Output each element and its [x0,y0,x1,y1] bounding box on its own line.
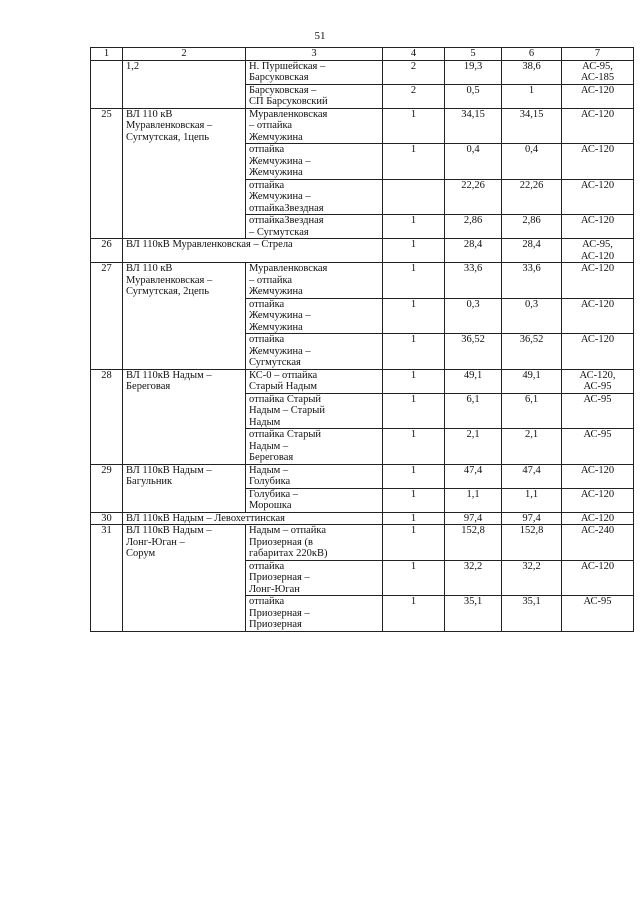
circuits-cell: 1 [383,464,445,488]
row-number-cell [91,60,123,108]
line-name-cell: ВЛ 110кВ Муравленковская – Стрела [123,239,383,263]
total-length-cell: 33,6 [502,263,562,299]
circuits-cell: 1 [383,298,445,334]
wire-cell: АС-95, АС-185 [562,60,634,84]
total-length-cell: 22,26 [502,179,562,215]
section-cell: отпайка Жемчужина – отпайкаЗвездная [246,179,383,215]
circuits-cell: 2 [383,60,445,84]
route-length-cell: 2,1 [445,429,502,465]
line-name-cell: 1,2 [123,60,246,108]
wire-cell: АС-95 [562,596,634,632]
page-number: 51 [314,30,326,42]
section-cell: Надым – отпайка Приозерная (в габаритах 220кВ) [246,525,383,561]
circuits-cell: 1 [383,215,445,239]
total-length-cell: 28,4 [502,239,562,263]
wire-cell: АС-95 [562,429,634,465]
route-length-cell: 0,5 [445,84,502,108]
route-length-cell: 33,6 [445,263,502,299]
row-number-cell: 26 [91,239,123,263]
total-length-cell: 0,4 [502,144,562,180]
total-length-cell: 2,1 [502,429,562,465]
wire-cell: АС-120 [562,560,634,596]
total-length-cell: 47,4 [502,464,562,488]
total-length-cell: 36,52 [502,334,562,370]
route-length-cell: 28,4 [445,239,502,263]
route-length-cell: 32,2 [445,560,502,596]
circuits-cell: 1 [383,393,445,429]
wire-cell: АС-120, АС-95 [562,369,634,393]
circuits-cell: 1 [383,144,445,180]
column-number-row [91,48,634,61]
total-length-cell: 34,15 [502,108,562,144]
route-length-cell: 152,8 [445,525,502,561]
table-row [91,464,634,488]
line-name-cell: ВЛ 110кВ Надым – Багульник [123,464,246,512]
section-cell: Н. Пуршейская – Барсуковская [246,60,383,84]
wire-cell: АС-120 [562,464,634,488]
line-data-table [90,47,634,632]
row-number-cell: 25 [91,108,123,239]
section-cell: отпайка Приозерная – Приозерная [246,596,383,632]
circuits-cell: 1 [383,334,445,370]
line-name-cell: ВЛ 110 кВ Муравленковская – Сугмутская, 2цепь [123,263,246,370]
circuits-cell: 1 [383,596,445,632]
wire-cell: АС-120 [562,179,634,215]
section-cell: отпайкаЗвездная – Сугмутская [246,215,383,239]
section-cell: отпайка Старый Надым – Береговая [246,429,383,465]
column-header: 4 [383,48,445,61]
circuits-cell: 1 [383,525,445,561]
total-length-cell: 38,6 [502,60,562,84]
route-length-cell: 47,4 [445,464,502,488]
total-length-cell: 2,86 [502,215,562,239]
row-number-cell: 28 [91,369,123,464]
route-length-cell: 2,86 [445,215,502,239]
row-number-cell: 30 [91,512,123,525]
section-cell: Голубика – Морошка [246,488,383,512]
circuits-cell: 1 [383,429,445,465]
line-name-cell: ВЛ 110кВ Надым – Береговая [123,369,246,464]
table-row [91,239,634,263]
wire-cell: АС-120 [562,84,634,108]
table-row [91,369,634,393]
table-row [91,108,634,144]
total-length-cell: 97,4 [502,512,562,525]
section-cell: Барсуковская – СП Барсуковский [246,84,383,108]
table-row [91,263,634,299]
column-header: 6 [502,48,562,61]
total-length-cell: 35,1 [502,596,562,632]
route-length-cell: 36,52 [445,334,502,370]
wire-cell: АС-120 [562,488,634,512]
section-cell: отпайка Приозерная – Лонг-Юган [246,560,383,596]
route-length-cell: 0,3 [445,298,502,334]
section-cell: КС-0 – отпайка Старый Надым [246,369,383,393]
wire-cell: АС-120 [562,334,634,370]
wire-cell: АС-120 [562,263,634,299]
line-name-cell: ВЛ 110кВ Надым – Лонг-Юган – Сорум [123,525,246,632]
section-cell: отпайка Жемчужина – Жемчужина [246,144,383,180]
table-row [91,512,634,525]
circuits-cell: 2 [383,84,445,108]
total-length-cell: 6,1 [502,393,562,429]
table-row [91,60,634,84]
total-length-cell: 1,1 [502,488,562,512]
route-length-cell: 1,1 [445,488,502,512]
section-cell: отпайка Старый Надым – Старый Надым [246,393,383,429]
section-cell: Муравленковская – отпайка Жемчужина [246,263,383,299]
wire-cell: АС-95, АС-120 [562,239,634,263]
section-cell: Муравленковская – отпайка Жемчужина [246,108,383,144]
route-length-cell: 35,1 [445,596,502,632]
circuits-cell [383,179,445,215]
wire-cell: АС-120 [562,512,634,525]
column-header: 5 [445,48,502,61]
total-length-cell: 1 [502,84,562,108]
circuits-cell: 1 [383,239,445,263]
total-length-cell: 49,1 [502,369,562,393]
circuits-cell: 1 [383,263,445,299]
route-length-cell: 6,1 [445,393,502,429]
wire-cell: АС-120 [562,144,634,180]
circuits-cell: 1 [383,488,445,512]
wire-cell: АС-95 [562,393,634,429]
wire-cell: АС-240 [562,525,634,561]
route-length-cell: 49,1 [445,369,502,393]
column-header: 7 [562,48,634,61]
wire-cell: АС-120 [562,298,634,334]
circuits-cell: 1 [383,560,445,596]
circuits-cell: 1 [383,108,445,144]
circuits-cell: 1 [383,512,445,525]
column-header: 3 [246,48,383,61]
section-cell: Надым – Голубика [246,464,383,488]
table-row [91,525,634,561]
circuits-cell: 1 [383,369,445,393]
route-length-cell: 19,3 [445,60,502,84]
route-length-cell: 34,15 [445,108,502,144]
row-number-cell: 27 [91,263,123,370]
wire-cell: АС-120 [562,215,634,239]
column-header: 1 [91,48,123,61]
row-number-cell: 29 [91,464,123,512]
section-cell: отпайка Жемчужина – Сугмутская [246,334,383,370]
column-header: 2 [123,48,246,61]
line-name-cell: ВЛ 110 кВ Муравленковская – Сугмутская, 1цепь [123,108,246,239]
total-length-cell: 152,8 [502,525,562,561]
line-name-cell: ВЛ 110кВ Надым – Левохеттинская [123,512,383,525]
wire-cell: АС-120 [562,108,634,144]
route-length-cell: 97,4 [445,512,502,525]
route-length-cell: 22,26 [445,179,502,215]
total-length-cell: 32,2 [502,560,562,596]
section-cell: отпайка Жемчужина – Жемчужина [246,298,383,334]
route-length-cell: 0,4 [445,144,502,180]
total-length-cell: 0,3 [502,298,562,334]
row-number-cell: 31 [91,525,123,632]
